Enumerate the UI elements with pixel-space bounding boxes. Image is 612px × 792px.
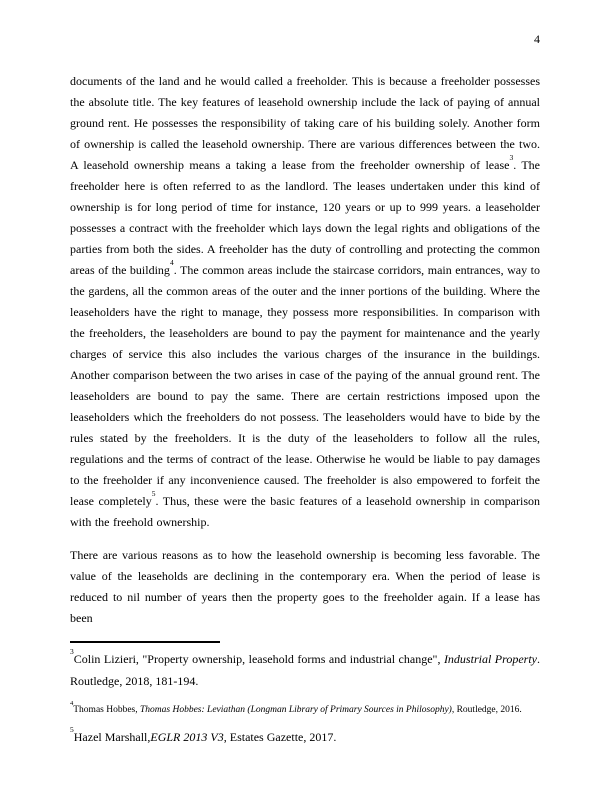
page-number: 4	[534, 32, 540, 46]
footnote-ref-3: 3	[509, 152, 514, 162]
footnote-4-text: Thomas Hobbes,	[73, 705, 141, 715]
footnote-5	[70, 726, 540, 748]
footnote-4	[70, 699, 540, 717]
footnote-ref-4: 4	[169, 257, 174, 267]
footnote-4-text: , Routledge, 2016.	[451, 705, 522, 715]
paragraph-1-text: . The common areas include the staircase corridors, main entrances, way to the gardens, all the common areas of the outer and the inner portions of the building. Where the leaseholders have the right to manage, they possess more responsibilities. In comparison with the freeholders, the leaseholders are bound to pay the payment for maintenance and the yearly charges of service this also includes the various charges of the insurance in the buildings. Another comparison between the two arises in case of the paying of the annual ground rent. The leaseholders are bound to pay the same. There are certain restrictions imposed upon the leaseholders which the freeholders do not possess. The leaseholders would have to bide by the rules stated by the freeholders. It is the duty of the leaseholders to follow all the rules, regulations and the terms of contract of the lease. Otherwise he would be liable to pay damages to the freeholder if any inconvenience caused. The freeholder is also empowered to forfeit the lease completely	[70, 263, 540, 508]
footnote-3-text: Colin Lizieri, "Property ownership, leasehold forms and industrial change",	[73, 652, 444, 666]
footnote-5-source-title: EGLR 2013 V3	[150, 729, 224, 744]
footnote-5-text: Hazel Marshall,	[73, 729, 151, 744]
footnote-3-source-title: Industrial Property	[443, 652, 537, 666]
footnote-ref-5: 5	[151, 488, 156, 498]
footnote-3-marker: 3	[70, 647, 74, 656]
paragraph-1	[70, 71, 540, 533]
footnote-separator	[70, 641, 220, 643]
footnote-5-text: , Estates Gazette, 2017.	[223, 729, 337, 744]
footnote-4-marker: 4	[70, 699, 74, 707]
footnote-3-text: . Routledge, 2018, 181-194.	[70, 652, 540, 688]
paragraph-2: There are various reasons as to how the leasehold ownership is becoming less favorable. The value of the leaseholds are declining in the contemporary era. When the period of lease is reduced to nil number of years then the property goes to the freeholder again. If a lease has been	[70, 548, 540, 625]
paragraph-1-text: . The freeholder here is often referred to as the landlord. The leases undertaken under this kind of ownership is for long period of time for instance, 120 years or up to 999 years. a leaseholder possesses a contract with the freeholder which lays down the legal rights and obligations of the parties from both the sides. A freeholder has the duty of controlling and protecting the common areas of the building	[70, 158, 540, 277]
paragraph-1-text: documents of the land and he would called a freeholder. This is because a freeholder possesses the absolute title. The key features of leasehold ownership include the lack of paying of annual ground rent. He possesses the responsibility of taking care of his building solely. Another form of ownership is called the leasehold ownership. There are various differences between the two. A leasehold ownership means a taking a lease from the freeholder ownership of lease	[70, 74, 540, 172]
paragraph-1-text: . Thus, these were the basic features of a leasehold ownership in comparison with the freehold ownership.	[70, 494, 541, 529]
footnote-3	[70, 648, 540, 692]
footnote-4-source-title: Thomas Hobbes: Leviathan (Longman Library of Primary Sources in Philosophy)	[140, 705, 452, 715]
footnote-5-marker: 5	[70, 724, 74, 734]
